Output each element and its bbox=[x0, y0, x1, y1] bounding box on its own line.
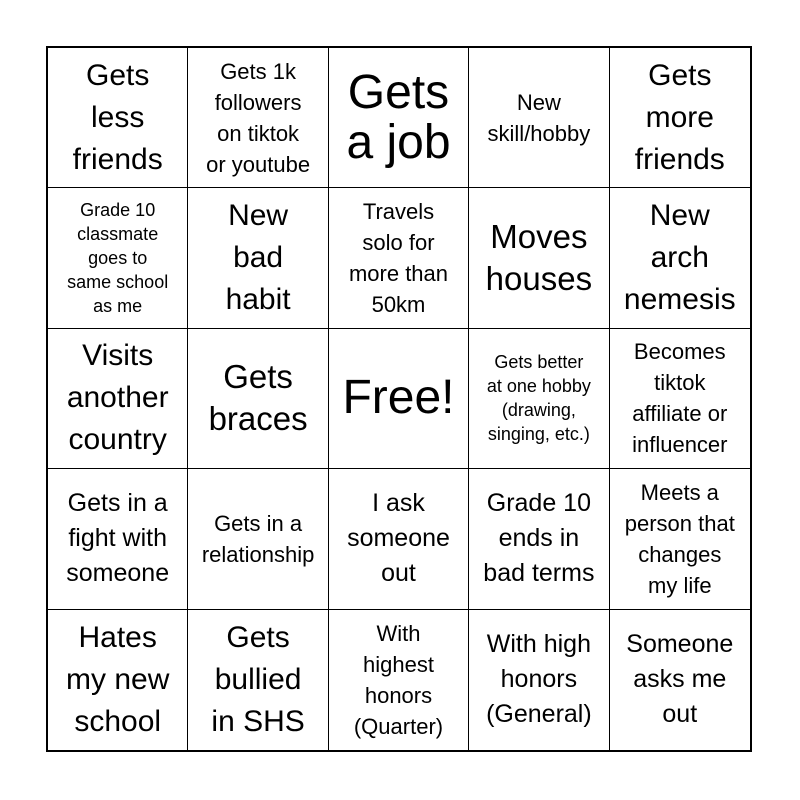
bingo-cell-r3c4[interactable]: Gets better at one hobby (drawing, singing, etc.) bbox=[469, 329, 609, 469]
bingo-cell-r3c1[interactable]: Visits another country bbox=[48, 329, 188, 469]
bingo-cell-r4c4[interactable]: Grade 10 ends in bad terms bbox=[469, 469, 609, 609]
bingo-cell-r4c3[interactable]: I ask someone out bbox=[329, 469, 469, 609]
bingo-cell-r2c1[interactable]: Grade 10 classmate goes to same school as me bbox=[48, 188, 188, 328]
bingo-cell-r5c1[interactable]: Hates my new school bbox=[48, 610, 188, 750]
bingo-cell-r5c5[interactable]: Someone asks me out bbox=[626, 630, 734, 729]
bingo-cell-free[interactable]: Free! bbox=[329, 329, 469, 469]
bingo-cell-r2c4[interactable]: Moves houses bbox=[469, 188, 609, 328]
bingo-cell-r2c5[interactable]: New arch nemesis bbox=[610, 188, 750, 328]
bingo-cell-r3c5[interactable]: Becomes tiktok affiliate or influencer bbox=[610, 329, 750, 469]
bingo-cell-r4c2[interactable]: Gets in a relationship bbox=[188, 469, 328, 609]
bingo-cell-r1c5[interactable]: Gets more friends bbox=[610, 48, 750, 188]
bingo-cell-r1c2[interactable]: Gets 1k followers on tiktok or youtube bbox=[188, 48, 328, 188]
bingo-cell-r3c2[interactable]: Gets braces bbox=[188, 329, 328, 469]
bingo-cell-r2c2[interactable]: New bad habit bbox=[188, 188, 328, 328]
bingo-board bbox=[46, 46, 752, 752]
bingo-cell-r1c3[interactable]: Gets a job bbox=[329, 48, 469, 188]
bingo-cell-r2c3[interactable]: Travels solo for more than 50km bbox=[329, 188, 469, 328]
bingo-cell-r5c4[interactable]: With high honors (General) bbox=[469, 610, 609, 750]
bingo-cell-r4c5[interactable]: Meets a person that changes my life bbox=[610, 469, 750, 609]
bingo-cell-r1c4[interactable]: New skill/hobby bbox=[469, 48, 609, 188]
bingo-cell-r5c3[interactable]: With highest honors (Quarter) bbox=[329, 610, 469, 750]
bingo-cell-r1c1[interactable]: Gets less friends bbox=[48, 48, 188, 188]
bingo-cell-r4c1[interactable]: Gets in a fight with someone bbox=[48, 469, 188, 609]
bingo-cell-r5c2[interactable]: Gets bullied in SHS bbox=[188, 610, 328, 750]
